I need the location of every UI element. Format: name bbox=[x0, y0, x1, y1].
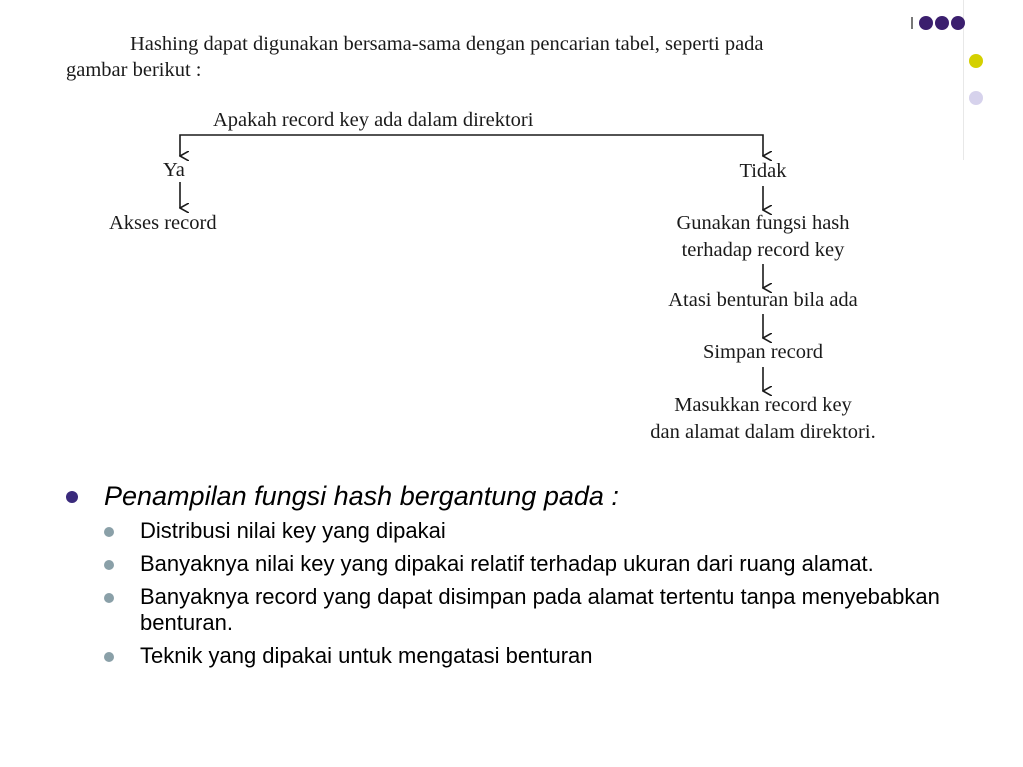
sub-bullet-text: Banyaknya record yang dapat disimpan pada alamat tertentu tanpa menyebabkan benturan. bbox=[140, 584, 940, 635]
bullet-dot-icon bbox=[104, 560, 114, 570]
branch-line-right bbox=[292, 135, 763, 156]
sub-bullet bbox=[104, 518, 978, 544]
yes-node: Ya bbox=[163, 159, 185, 181]
bullet-dot-icon bbox=[104, 652, 114, 662]
intro-text-line2: gambar berikut : bbox=[66, 59, 202, 81]
step1-node-line2: terhadap record key bbox=[681, 239, 845, 261]
main-bullet-text: Penampilan fungsi hash bergantung pada : bbox=[104, 481, 619, 511]
bullet-list bbox=[58, 480, 978, 676]
step1-node-line1: Gunakan fungsi hash bbox=[676, 212, 850, 234]
branch-line-left bbox=[180, 135, 292, 156]
sub-bullet bbox=[104, 551, 978, 577]
step4-node-line2: dan alamat dalam direktori. bbox=[650, 421, 876, 443]
sub-bullet bbox=[104, 643, 978, 669]
sub-bullet-text: Banyaknya nilai key yang dipakai relatif terhadap ukuran dari ruang alamat. bbox=[140, 551, 874, 576]
bullet-dot-icon bbox=[104, 593, 114, 603]
main-bullet bbox=[58, 480, 978, 512]
yes-action-node: Akses record bbox=[109, 212, 217, 234]
question-node: Apakah record key ada dalam direktori bbox=[213, 109, 534, 131]
bullet-dot-icon bbox=[66, 491, 78, 503]
step2-node: Atasi benturan bila ada bbox=[668, 289, 858, 311]
bullet-dot-icon bbox=[104, 527, 114, 537]
step3-node: Simpan record bbox=[702, 341, 824, 363]
step4-node-line1: Masukkan record key bbox=[674, 394, 852, 416]
sub-bullet bbox=[104, 584, 978, 636]
intro-text-line1: Hashing dapat digunakan bersama-sama dengan pencarian tabel, seperti pada bbox=[130, 33, 764, 55]
no-node: Tidak bbox=[739, 160, 787, 182]
sub-bullet-text: Distribusi nilai key yang dipakai bbox=[140, 518, 446, 543]
sub-bullet-text: Teknik yang dipakai untuk mengatasi benturan bbox=[140, 643, 593, 668]
